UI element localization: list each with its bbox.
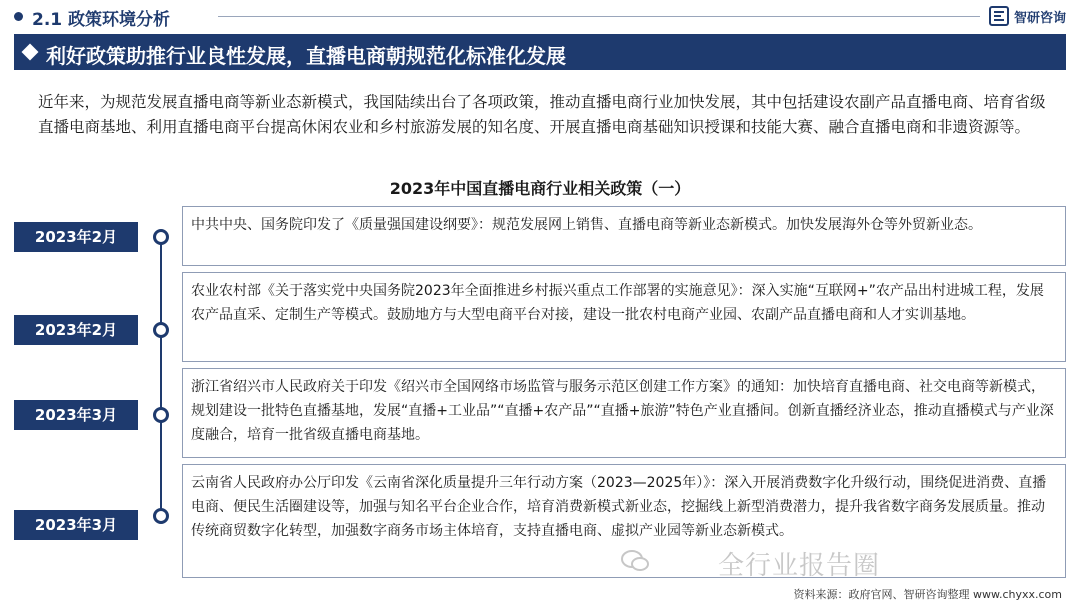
timeline-dot: [153, 229, 169, 245]
banner: [14, 34, 1066, 70]
timeline-line: [160, 230, 162, 520]
source-note: 资料来源：政府官网、智研咨询整理 www.chyxx.com: [793, 588, 1062, 601]
intro-paragraph: 近年来，为规范发展直播电商等新业态新模式，我国陆续出台了各项政策，推动直播电商行业加快发展，其中包括建设农副产品直播电商、培育省级直播电商基地、利用直播电商平台提高休闲农业和乡村旅游发展的知名度、开展直播电商基础知识授课和技能大赛、融合直播电商和非遗资源等。: [38, 93, 1046, 136]
chart-title: 2023年中国直播电商行业相关政策（一）: [389, 179, 691, 198]
diamond-icon: [22, 44, 39, 61]
policy-date: 2023年3月: [14, 400, 138, 430]
top-bar: [0, 0, 1080, 32]
timeline-dot: [153, 407, 169, 423]
brand: [989, 6, 1066, 26]
policy-text: 浙江省绍兴市人民政府关于印发《绍兴市全国网络市场监管与服务示范区创建工作方案》的通知：加快培育直播电商、社交电商等新模式，规划建设一批特色直播基地，发展“直播+工业品”“直播+农产品”“直播+旅游”特色产业直播间。创新直播经济业态，推动直播模式与产业深度融合，培育一批省级直播电商基地。: [191, 379, 1054, 443]
policy-date: 2023年2月: [14, 222, 138, 252]
policy-card: [182, 368, 1066, 458]
policy-date: 2023年2月: [14, 315, 138, 345]
bullet-icon: [14, 12, 23, 21]
policy-text: 中共中央、国务院印发了《质量强国建设纲要》：规范发展网上销售、直播电商等新业态新模式。加快发展海外仓等外贸新业态。: [191, 217, 982, 233]
policy-text: 农业农村部《关于落实党中央国务院2023年全面推进乡村振兴重点工作部署的实施意见》：深入实施“互联网+”农产品出村进城工程，发展农产品直采、定制生产等模式。鼓励地方与大型电商平台对接，建设一批农村电商产业园、农副产品直播电商和人才实训基地。: [191, 283, 1044, 323]
banner-title: 利好政策助推行业良性发展，直播电商朝规范化标准化发展: [46, 44, 566, 68]
header-rule: [218, 16, 980, 17]
brand-logo-icon: [989, 6, 1009, 26]
watermark: 全行业报告圈: [717, 551, 880, 581]
policy-date: 2023年3月: [14, 510, 138, 540]
policy-card: [182, 272, 1066, 362]
timeline-dot: [153, 508, 169, 524]
section-title: 2.1 政策环境分析: [32, 10, 171, 30]
policy-text: 云南省人民政府办公厅印发《云南省深化质量提升三年行动方案（2023—2025年）》：深入开展消费数字化升级行动，围绕促进消费、直播电商、便民生活圈建设等，加强与知名平台企业合作，培育消费新模式新业态，挖掘线上新型消费潜力，提升我省数字商务发展质量。推动传统商贸数字化转型，加强数字商务市场主体培育，支持直播电商、虚拟产业园等新业态新模式。: [191, 475, 1047, 539]
policy-card: [182, 206, 1066, 266]
timeline-dot: [153, 322, 169, 338]
wechat-icon: [620, 548, 650, 574]
brand-name: 智研咨询: [1013, 10, 1066, 26]
